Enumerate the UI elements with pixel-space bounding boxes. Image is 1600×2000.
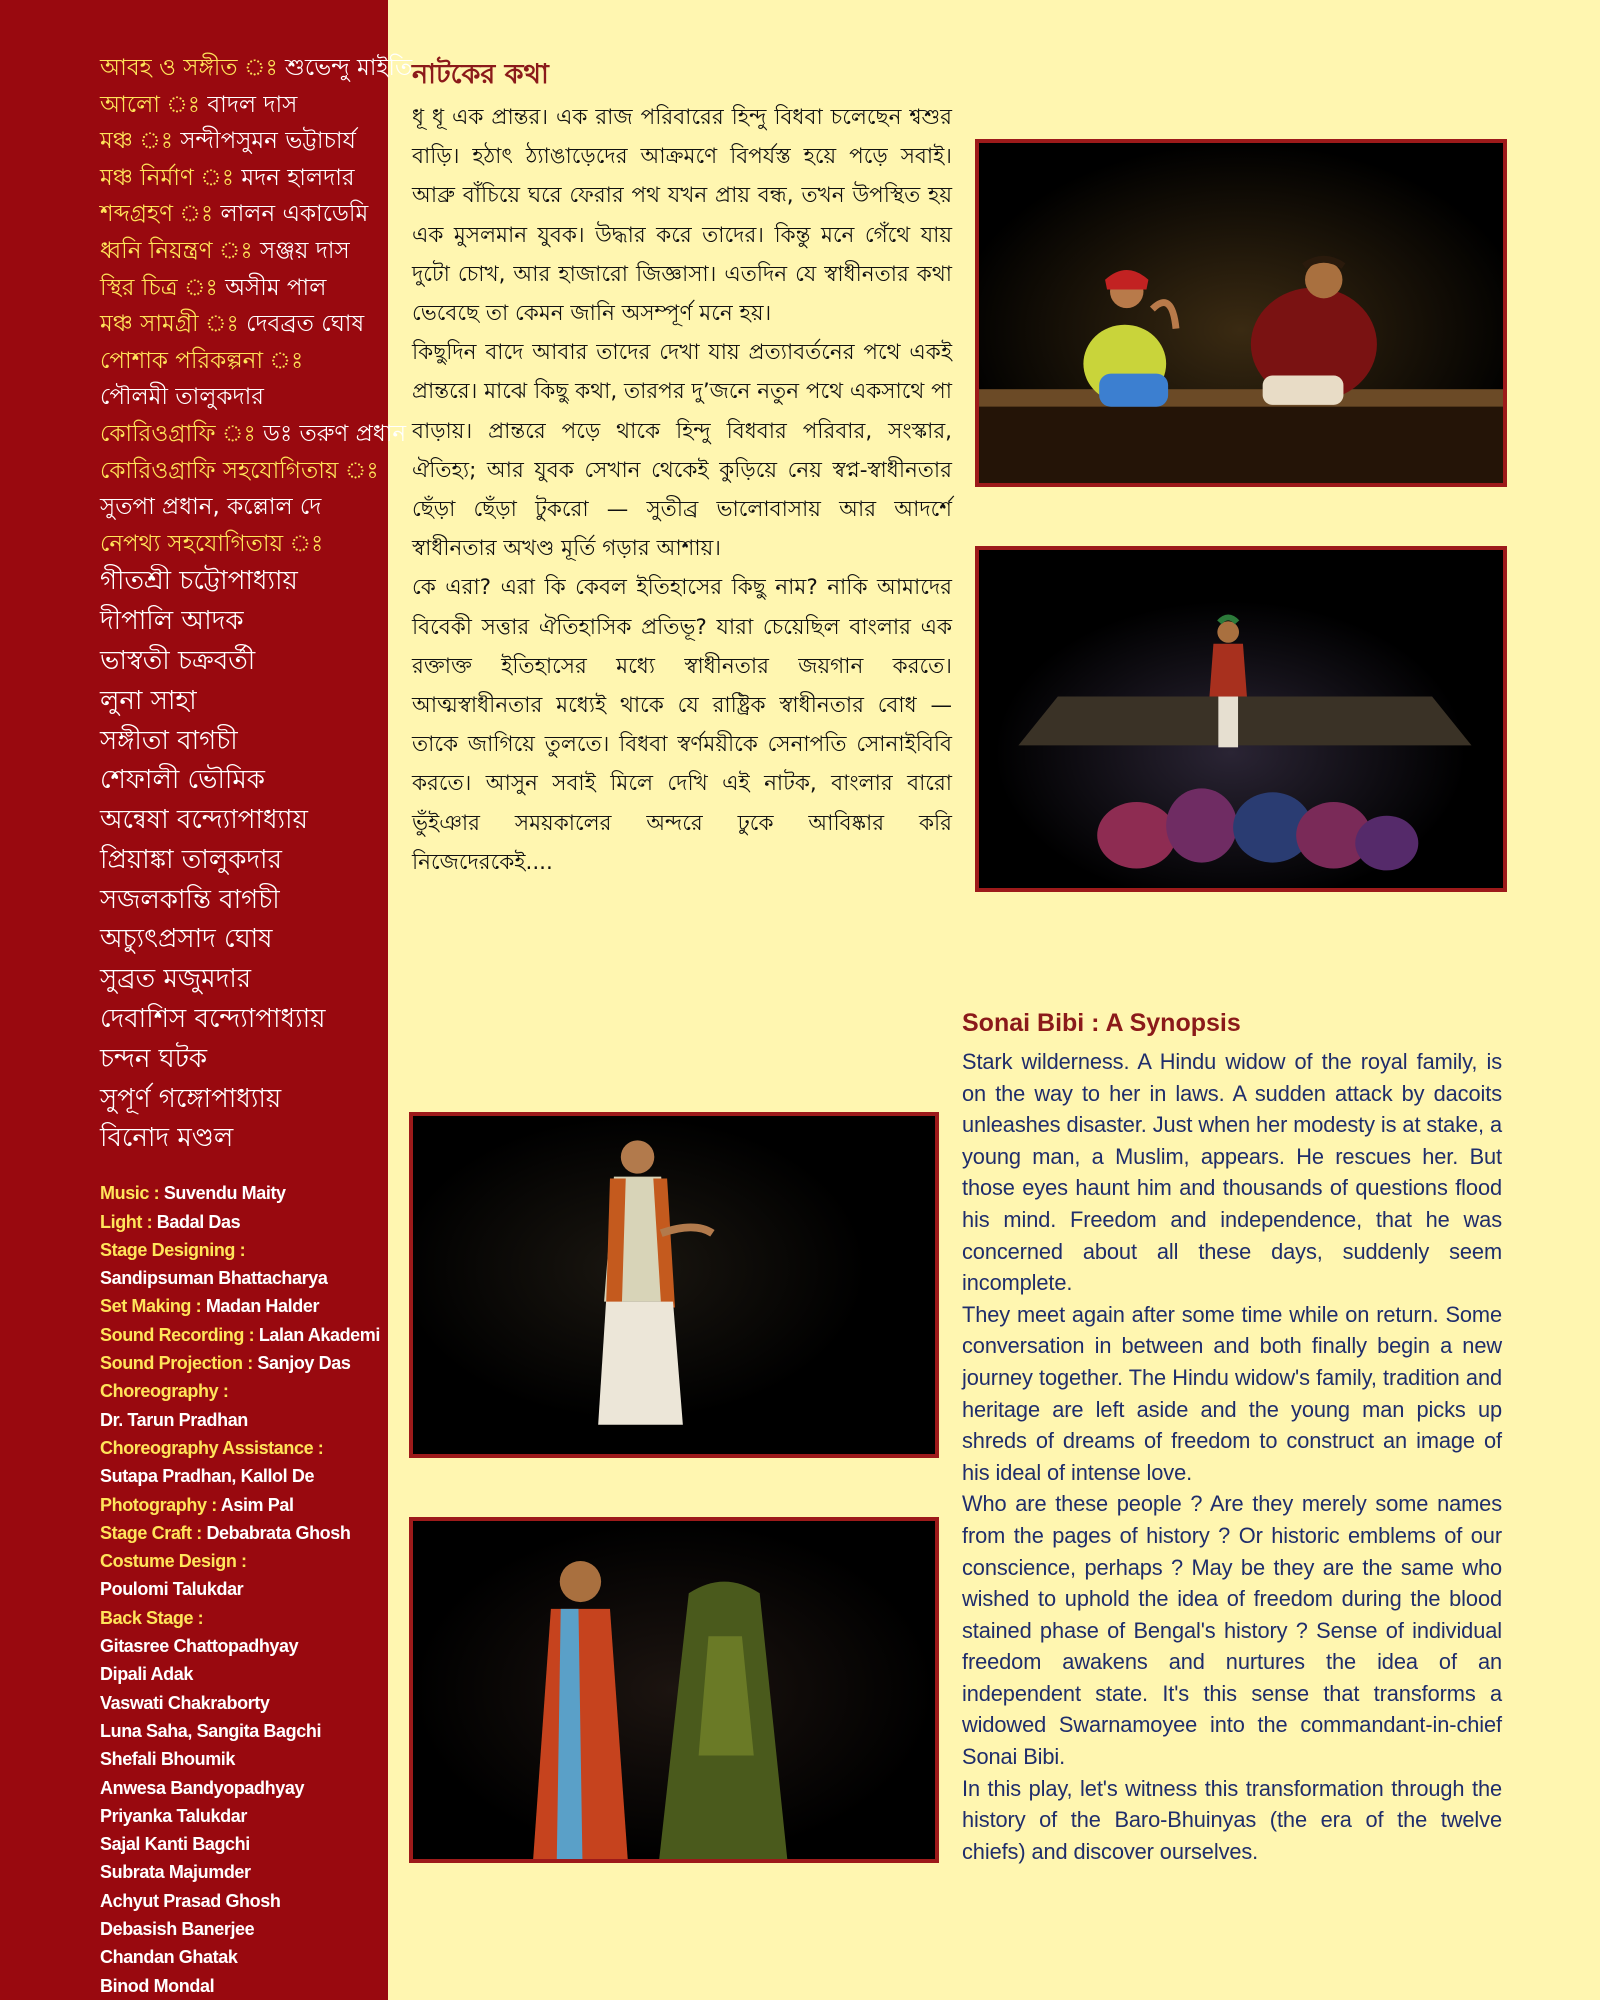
credit-row [100,1264,382,1292]
credit-name: Shefali Bhoumik [100,1749,236,1770]
credit-row [100,1887,382,1915]
backstage-member: অচ্যুৎপ্রসাদ ঘোষ [100,924,273,955]
credit-row [100,1349,382,1377]
synopsis-paragraph: They meet again after some time while on return. Some conversation in between and both finally begin a new journey together. The Hindu widow's family, tradition and heritage are left aside and the young man picks up shreds of dreams of freedom to construct an image of his ideal of intense love. [962,1301,1502,1485]
credit-name: মদন হালদার [241,164,355,191]
credit-row [100,1943,382,1971]
credit-role: শব্দগ্রহণ ঃ [100,201,214,228]
synopsis-body [962,1046,1502,1867]
credit-row [100,489,382,526]
story-paragraph: কে এরা? এরা কি কেবল ইতিহাসের কিছু নাম? নাকি আমাদের বিবেকী সত্তার ঐতিহাসিক প্রতিভূ? যারা চেয়েছিল বাংলার এক রক্তাক্ত ইতিহাসের মধ্যে স্বাধীনতার জয়গান করতে। আত্মস্বাধীনতার মধ্যেই থাকে যে রাষ্ট্রিক স্বাধীনতার বোধ — তাকে জাগিয়ে তুলতে। বিধবা স্বর্ণময়ীকে সেনাপতি সোনাইবিবি করতে। আসুন সবাই মিলে দেখি এই নাটক, বাংলার বারো ভুঁইঞার সময়কালের অন্দরে ঢুকে আবিষ্কার করি নিজেদেরকেই.... [412,575,952,875]
credit-name: Achyut Prasad Ghosh [100,1890,281,1911]
credit-role: মঞ্চ সামগ্রী ঃ [100,311,239,338]
photo-illustration [979,550,1503,888]
credit-name: Badal Das [156,1211,241,1232]
credit-row [100,1802,382,1830]
backstage-member: দেবাশিস বন্দ্যোপাধ্যায় [100,1004,326,1035]
credit-row [100,1292,382,1320]
photo-illustration [979,143,1503,483]
credit-row [100,1377,382,1405]
credit-role: ধ্বনি নিয়ন্ত্রণ ঃ [100,237,253,264]
credit-role: Choreography : [100,1381,229,1402]
credit-row [100,306,382,343]
credit-role: Costume Design : [100,1551,247,1572]
credit-name: Dr. Tarun Pradhan [100,1409,248,1430]
credit-name: শুভেন্দু মাইতি [285,55,413,81]
credit-row [100,1208,382,1236]
credit-row [100,1462,382,1490]
credit-name: Suvendu Maity [163,1183,286,1204]
credit-name: সন্দীপসুমন ভট্টাচার্য [180,128,356,155]
credit-name: অসীম পাল [225,274,327,301]
credit-role: Stage Designing : [100,1239,246,1260]
credit-name: Priyanka Talukdar [100,1805,247,1826]
credits-english [100,1179,382,2000]
credit-row [100,1632,382,1660]
credit-name: Chandan Ghatak [100,1947,238,1968]
credit-role: কোরিওগ্রাফি ঃ [100,420,256,447]
synopsis-paragraph: Stark wilderness. A Hindu widow of the royal family, is on the way to her in laws. A sudden attack by dacoits unleashes disaster. Just when her modesty is at stake, a young man, a Muslim, appears. He rescues her. But those eyes haunt him and thousands of questions flood his mind. Freedom and independence, that he was concerned about all these days, suddenly seem incomplete. [962,1049,1502,1296]
credits-sidebar [0,0,413,2000]
photo-illustration [413,1116,935,1454]
backstage-member: দীপালি আদক [100,606,244,637]
credit-row [100,1745,382,1773]
backstage-member: ভাস্বতী চক্রবর্তী [100,645,256,676]
credit-row [100,343,382,380]
credit-name: Sanjoy Das [257,1353,351,1374]
credit-row [100,1915,382,1943]
credit-role: Stage Craft : [100,1522,202,1543]
credit-name: সঞ্জয় দাস [260,237,350,264]
credit-role: মঞ্চ ঃ [100,128,174,155]
credit-name: Gitasree Chattopadhyay [100,1636,299,1657]
credit-name: Poulomi Talukdar [100,1579,244,1600]
backstage-member: গীতশ্রী চট্টোপাধ্যায় [100,566,298,597]
backstage-member: শেফালী ভৌমিক [100,765,265,796]
credit-role: মঞ্চ নির্মাণ ঃ [100,164,235,191]
credits-bengali [100,50,413,562]
credit-role: Music : [100,1183,160,1204]
synopsis-title: Sonai Bibi : A Synopsis [962,1009,1241,1037]
credit-role: Set Making : [100,1296,202,1317]
credit-role: Sound Projection : [100,1353,253,1374]
stage-photo-couple [409,1517,939,1863]
credit-name: Vaswati Chakraborty [100,1692,270,1713]
story-title-bengali: নাটকের কথা [412,59,549,90]
credit-row [100,1689,382,1717]
backstage-member: লুনা সাহা [100,685,197,716]
credit-role: পোশাক পরিকল্পনা ঃ [100,347,304,374]
synopsis-paragraph: In this play, let's witness this transformation through the history of the Baro-Bhuinyas (the era of the twelve chiefs) and discover ourselves. [962,1775,1502,1864]
credit-row [100,453,382,490]
stage-photo-standing-man-with-dancers [975,546,1507,892]
backstage-member: বিনোদ মণ্ডল [100,1123,234,1154]
credit-row [100,379,382,416]
credit-row [100,1858,382,1886]
credit-name: ডঃ তরুণ প্রধান [263,420,407,447]
backstage-member: প্রিয়াঙ্কা তালুকদার [100,844,282,875]
credit-name: লালন একাডেমি [220,201,369,228]
photo-illustration [413,1521,935,1859]
backstage-member: সঙ্গীতা বাগচী [100,725,238,756]
credit-row [100,1717,382,1745]
story-body-bengali [412,98,952,882]
credit-row [100,1547,382,1575]
credit-row [100,1774,382,1802]
credit-name: Sajal Kanti Bagchi [100,1834,250,1855]
credit-row [100,160,382,197]
story-paragraph: ধূ ধূ এক প্রান্তর। এক রাজ পরিবারের হিন্দু বিধবা চলেছেন শ্বশুর বাড়ি। হঠাৎ ঠ্যাঙাড়েদের আক্রমণে বিপর্যস্ত হয়ে পড়ে সবাই। আব্রু বাঁচিয়ে ঘরে ফেরার পথ যখন প্রায় বন্ধ, তখন উপস্থিত হয় এক মুসলমান যুবক। উদ্ধার করে তাদের। কিন্তু মনে গেঁথে যায় দুটো চোখ, আর হাজারো জিজ্ঞাসা। এতদিন যে স্বাধীনতার কথা ভেবেছে তা কেমন জানি অসম্পূর্ণ মনে হয়। [412,105,952,327]
credit-name: Sutapa Pradhan, Kallol De [100,1466,315,1487]
backstage-member: সুব্রত মজুমদার [100,964,252,995]
credit-row [100,87,382,124]
credit-row [100,1236,382,1264]
story-paragraph: কিছুদিন বাদে আবার তাদের দেখা যায় প্রত্যাবর্তনের পথে একই প্রান্তরে। মাঝে কিছু কথা, তারপর দু’জনে নতুন পথে একসাথে পা বাড়ায়। প্রান্তরে পড়ে থাকে হিন্দু বিধবার পরিবার, সংস্কার, ঐতিহ্য; আর যুবক সেখান থেকেই কুড়িয়ে নেয় স্বপ্ন-স্বাধীনতার ছেঁড়া ছেঁড়া টুকরো — সুতীব্র ভালোবাসায় আর আদর্শে স্বাধীনতার অখণ্ড মূর্তি গড়ার আশায়। [412,340,952,562]
credit-name: দেবব্রত ঘোষ [246,311,365,338]
credit-role: স্থির চিত্র ঃ [100,274,218,301]
credit-row [100,233,382,270]
synopsis-paragraph: Who are these people ? Are they merely some names from the pages of history ? Or historic emblems of our conscience, perhaps ? May be they are the same who wished to uphold the idea of freedom during the blood stained phase of Bengal's history ? Sense of individual freedom awakens and nurtures the idea of an independent state. It's this sense that transforms a widowed Swarnamoyee into the commandant-in-chief Sonai Bibi. [962,1491,1502,1770]
credit-name: সুতপা প্রধান, কল্লোল দে [100,494,322,521]
credit-name: Madan Halder [205,1296,320,1317]
stage-photo-two-men-sitting [975,139,1507,487]
credit-role: Choreography Assistance : [100,1437,324,1458]
credit-row [100,50,413,87]
credit-role: Photography : [100,1494,217,1515]
backstage-list-bengali [100,562,382,1159]
credit-row [100,1830,382,1858]
credit-name: Lalan Akademi [258,1324,380,1345]
credit-name: বাদল দাস [207,91,298,118]
credit-role: কোরিওগ্রাফি সহযোগিতায় ঃ [100,457,379,484]
backstage-member: অন্বেষা বন্দ্যোপাধ্যায় [100,805,308,836]
credit-name: Sandipsuman Bhattacharya [100,1268,328,1289]
credit-name: Debasish Banerjee [100,1918,255,1939]
credit-name: Binod Mondal [100,1975,215,1996]
backstage-member: সুপূর্ণ গঙ্গোপাধ্যায় [100,1083,282,1114]
credit-row [100,526,382,563]
credit-name: Dipali Adak [100,1664,193,1685]
credit-row [100,1321,382,1349]
credit-name: পৌলমী তালুকদার [100,384,264,411]
credit-row [100,1179,382,1207]
credit-name: Anwesa Bandyopadhyay [100,1777,305,1798]
credit-role: Sound Recording : [100,1324,255,1345]
credit-row [100,1660,382,1688]
backstage-member: সজলকান্তি বাগচী [100,884,280,915]
credit-role: আলো ঃ [100,91,201,118]
credit-name: Asim Pal [220,1494,294,1515]
credit-row [100,270,382,307]
credit-role: নেপথ্য সহযোগিতায় ঃ [100,530,324,557]
credit-row [100,1434,382,1462]
backstage-member: চন্দন ঘটক [100,1043,208,1074]
credit-row [100,1406,382,1434]
credit-row [100,1519,382,1547]
credit-row [100,1972,382,2000]
credit-row [100,196,382,233]
credit-row [100,1575,382,1603]
stage-photo-man-in-dhoti [409,1112,939,1458]
credit-row [100,1604,382,1632]
credit-row [100,416,407,453]
credit-row [100,1491,382,1519]
credit-name: Subrata Majumder [100,1862,251,1883]
credit-role: Back Stage : [100,1607,204,1628]
credit-role: আবহ ও সঙ্গীত ঃ [100,55,278,81]
credit-row [100,123,382,160]
credit-name: Luna Saha, Sangita Bagchi [100,1720,322,1741]
credit-role: Light : [100,1211,153,1232]
credit-name: Debabrata Ghosh [206,1522,351,1543]
